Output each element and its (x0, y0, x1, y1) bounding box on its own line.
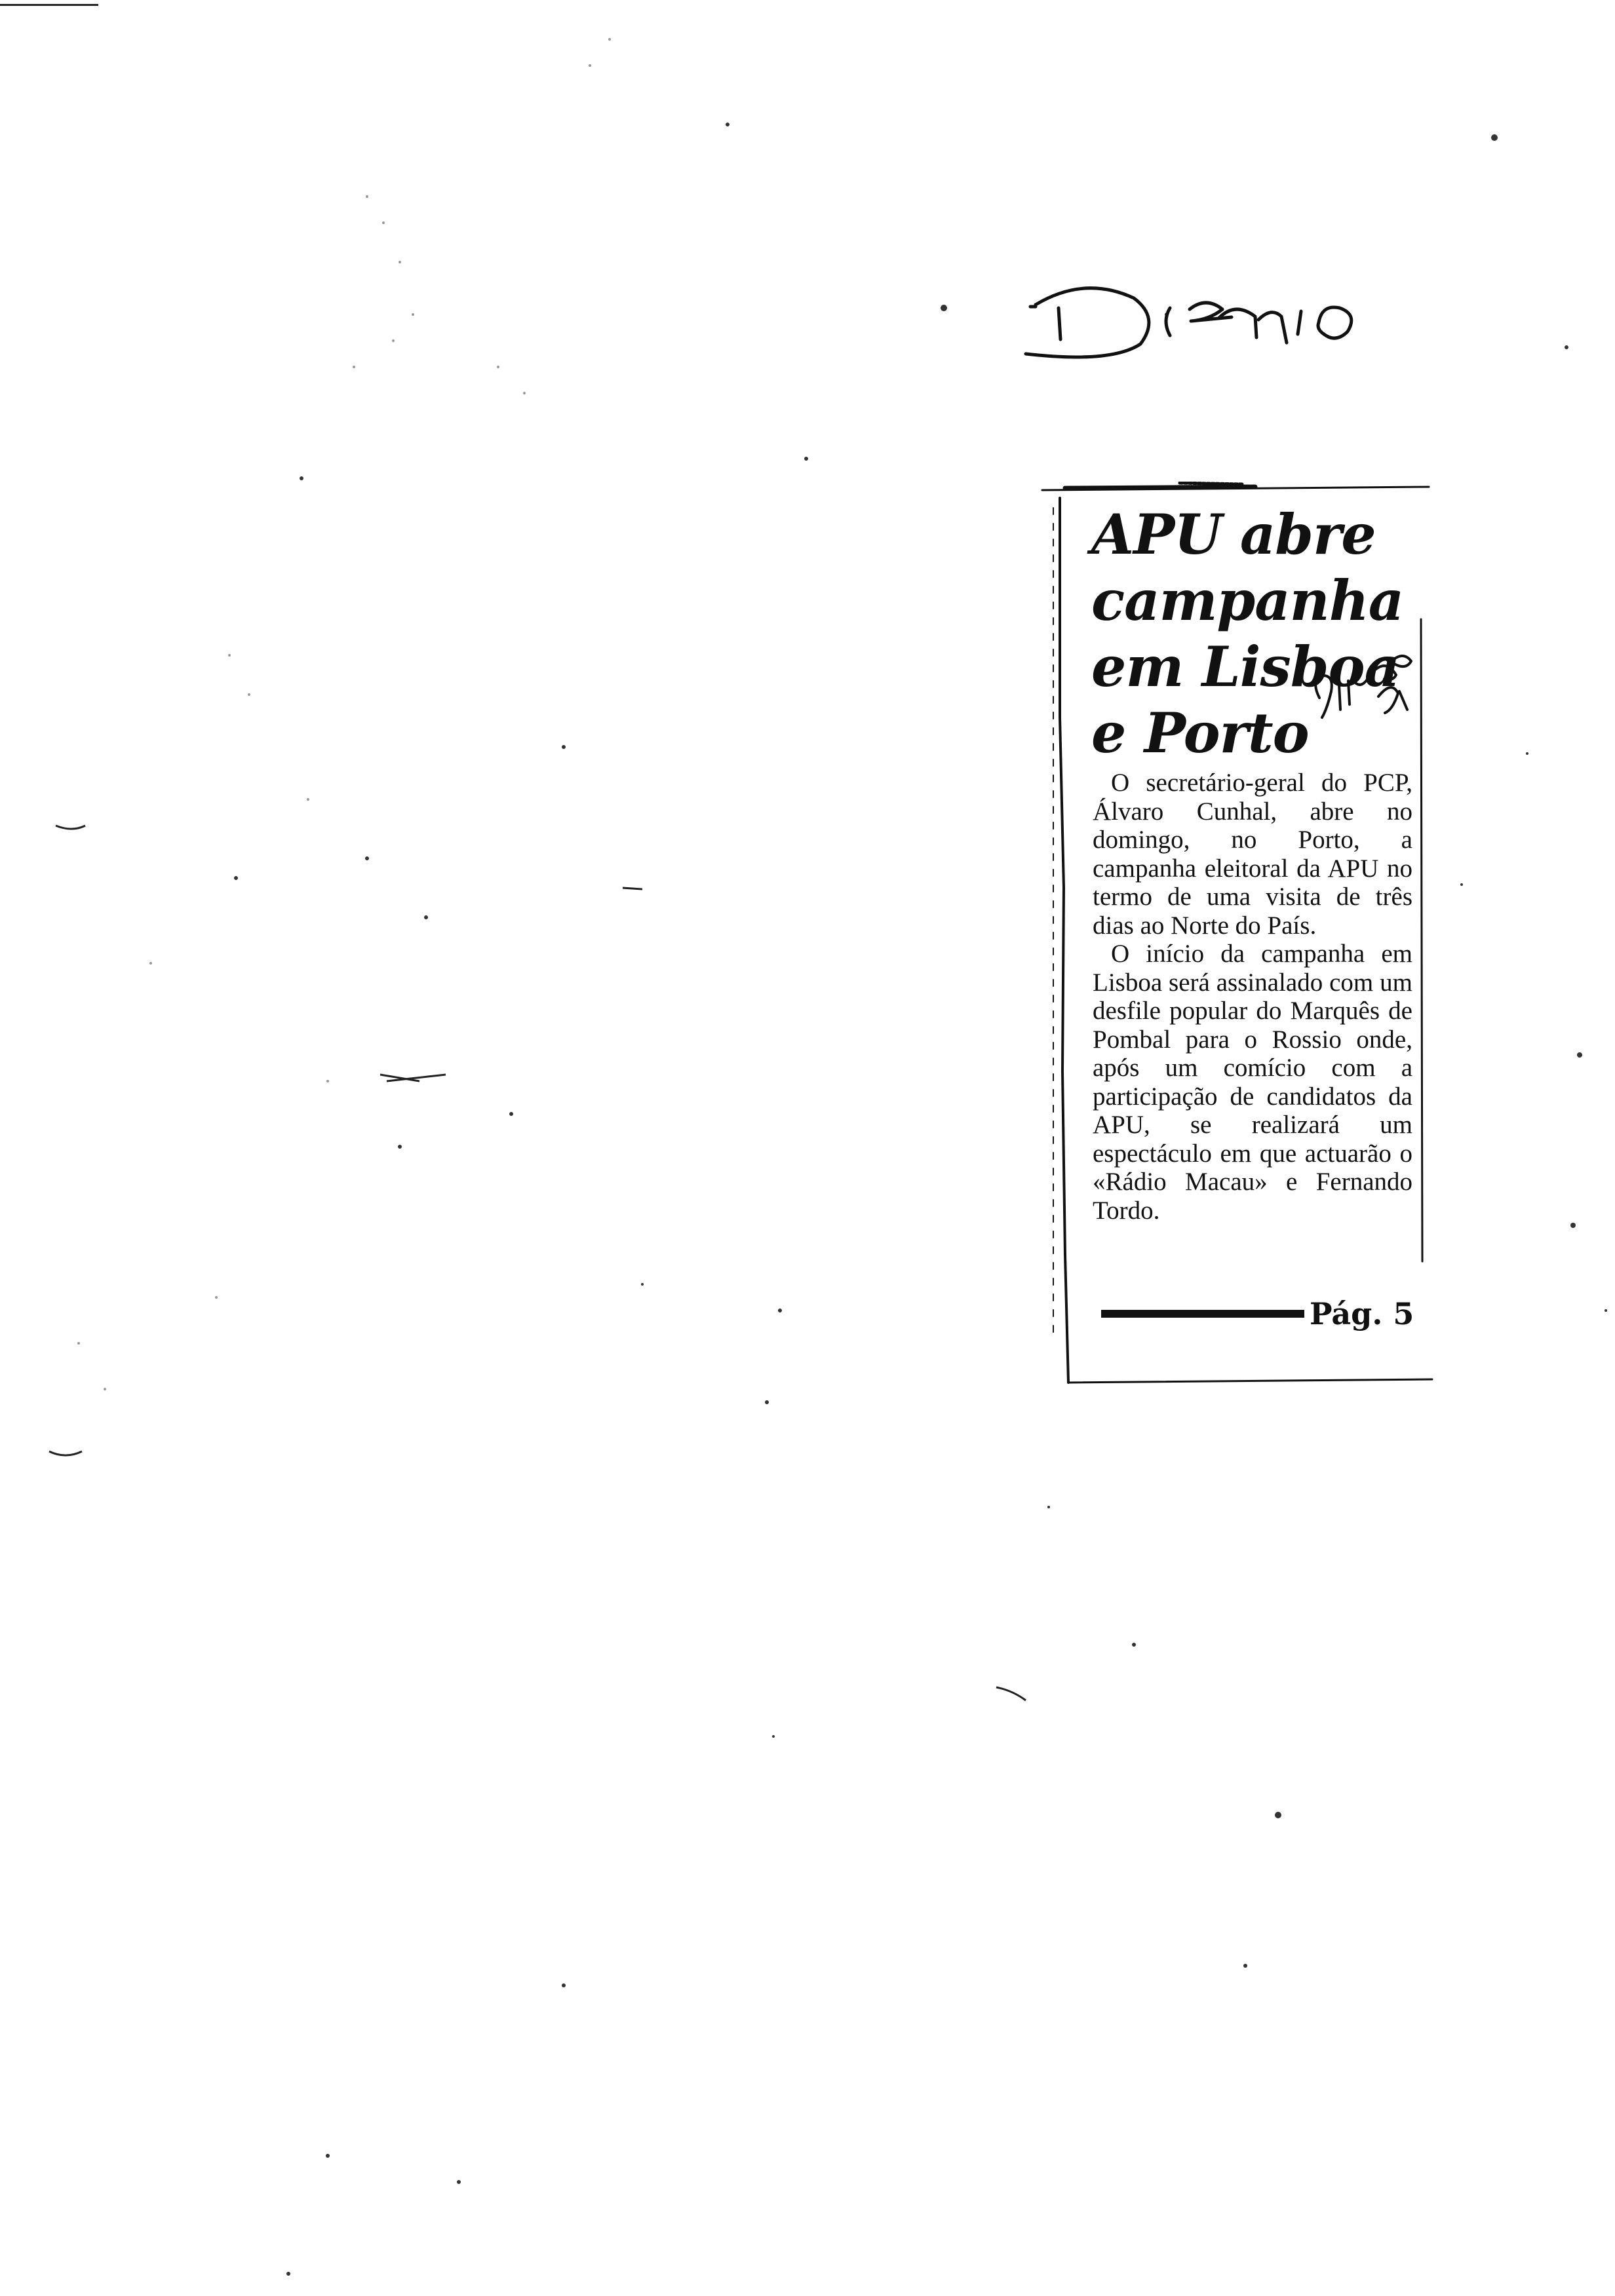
newspaper-clipping (1039, 482, 1435, 1386)
headline-line: campanha (1091, 568, 1404, 633)
headline-line: APU abre (1091, 502, 1376, 567)
headline-line: e Porto (1091, 700, 1309, 765)
handwritten-date (1308, 652, 1419, 724)
article-paragraph: O início da campanha em Lisboa será assinalado com um desfile popular do Marquês de Pombal para o Rossio onde, após um comício com a participação de candidatos da APU, se realizará um espectáculo em que actuarão o «Rádio Macau» e Fernando Tordo. (1093, 940, 1412, 1225)
page-reference-rule (1101, 1310, 1304, 1318)
article-body (1093, 769, 1412, 1225)
article-paragraph: O secretário-geral do PCP, Álvaro Cunhal, abre no domingo, no Porto, a campanha eleitoral da APU no termo de uma visita de três dias ao Norte do País. (1093, 769, 1412, 940)
page-reference-label: Pág. 5 (1310, 1296, 1414, 1331)
headline-line: em Lisboa (1091, 634, 1400, 699)
handwritten-publication-note (1022, 269, 1390, 360)
article-headline (1091, 501, 1406, 766)
page-reference (1101, 1294, 1429, 1333)
